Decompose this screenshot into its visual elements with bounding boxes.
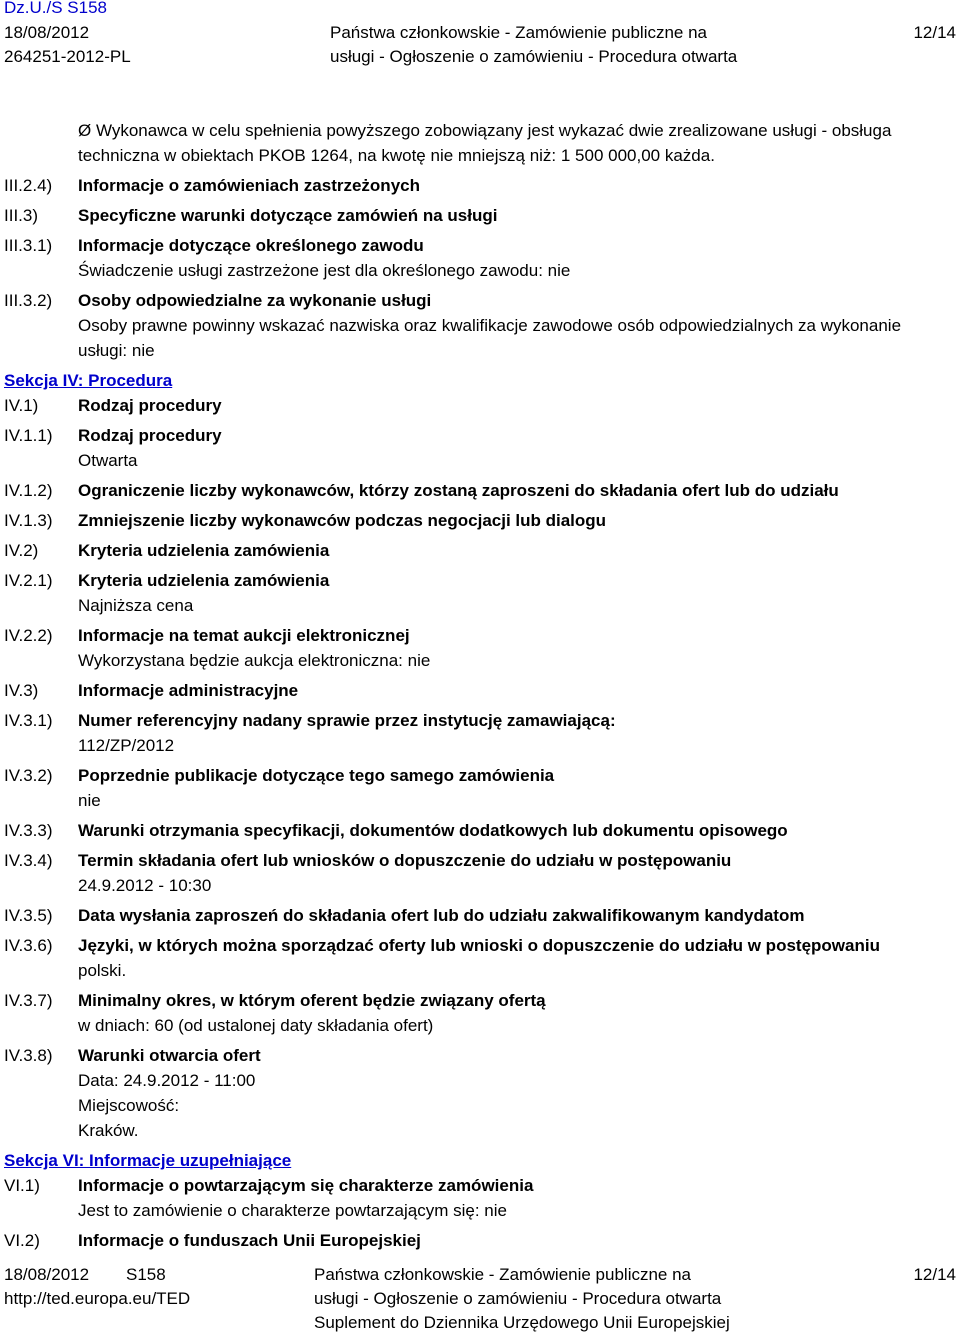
opening-place: Kraków. xyxy=(78,1121,139,1140)
entry-title: Minimalny okres, w którym oferent będzie związany ofertą xyxy=(78,991,546,1010)
header-page: 12/14 xyxy=(913,23,956,42)
entry-title: Specyficzne warunki dotyczące zamówień na usługi xyxy=(78,206,498,225)
entry-IV-1-1 xyxy=(0,423,960,473)
entry-III-3-2 xyxy=(0,288,960,363)
entry-number: IV.2) xyxy=(4,541,39,560)
entry-IV-1 xyxy=(0,393,960,418)
entry-IV-3-4 xyxy=(0,848,960,898)
entry-IV-3-1 xyxy=(0,708,960,758)
entry-title: Informacje na temat aukcji elektronicznej xyxy=(78,626,410,645)
entry-VI-1 xyxy=(0,1173,960,1223)
entry-number: VI.2) xyxy=(4,1231,40,1250)
entry-text: polski. xyxy=(78,961,127,980)
entry-VI-2 xyxy=(0,1228,960,1253)
entry-number: VI.1) xyxy=(4,1176,40,1195)
header-title-line2: usługi - Ogłoszenie o zamówieniu - Procedura otwarta xyxy=(330,47,738,66)
entry-number: IV.3.8) xyxy=(4,1046,53,1065)
page-footer xyxy=(0,1262,960,1334)
entry-number: IV.3.4) xyxy=(4,851,53,870)
footer-date: 18/08/2012 xyxy=(4,1265,90,1284)
entry-III-3-1 xyxy=(0,233,960,283)
intro-line1: Ø Wykonawca w celu spełnienia powyższego zobowiązany jest wykazać dwie zrealizowane usługi - obsługa xyxy=(78,121,892,140)
entry-IV-2-2 xyxy=(0,623,960,673)
entry-number: IV.3.6) xyxy=(4,936,53,955)
entry-number: IV.3.1) xyxy=(4,711,53,730)
entry-title: Zmniejszenie liczby wykonawców podczas negocjacji lub dialogu xyxy=(78,511,607,530)
entry-title: Ograniczenie liczby wykonawców, którzy zostaną zaproszeni do składania ofert lub do udziału xyxy=(78,481,839,500)
footer-title-line1: Państwa członkowskie - Zamówienie publiczne na xyxy=(314,1265,692,1284)
opening-place-label: Miejscowość: xyxy=(78,1096,180,1115)
entry-number: IV.3.3) xyxy=(4,821,53,840)
entry-title: Informacje o zamówieniach zastrzeżonych xyxy=(78,176,420,195)
document-body xyxy=(0,118,960,1253)
footer-page: 12/14 xyxy=(913,1265,956,1284)
entry-title: Informacje o powtarzającym się charakterze zamówienia xyxy=(78,1176,534,1195)
entry-IV-2-1 xyxy=(0,568,960,618)
entry-number: IV.3.7) xyxy=(4,991,53,1010)
entry-number: III.3) xyxy=(4,206,39,225)
entry-number: IV.3) xyxy=(4,681,39,700)
entry-III-2-4 xyxy=(0,173,960,198)
footer-url[interactable]: http://ted.europa.eu/TED xyxy=(4,1289,191,1308)
entry-title: Osoby odpowiedzialne za wykonanie usługi xyxy=(78,291,432,310)
entry-text: Świadczenie usługi zastrzeżone jest dla określonego zawodu: nie xyxy=(78,261,571,280)
entry-III-3 xyxy=(0,203,960,228)
entry-title: Informacje o funduszach Unii Europejskiej xyxy=(78,1231,421,1250)
entry-IV-2 xyxy=(0,538,960,563)
entry-IV-1-2 xyxy=(0,478,960,503)
entry-number: IV.3.5) xyxy=(4,906,53,925)
entry-title: Numer referencyjny nadany sprawie przez instytucję zamawiającą: xyxy=(78,711,616,730)
entry-text: 24.9.2012 - 10:30 xyxy=(78,876,212,895)
entry-title: Rodzaj procedury xyxy=(78,396,222,415)
footer-title-line2: usługi - Ogłoszenie o zamówieniu - Procedura otwarta xyxy=(314,1289,722,1308)
entry-IV-3-2 xyxy=(0,763,960,813)
entry-title: Informacje dotyczące określonego zawodu xyxy=(78,236,424,255)
entry-text: Jest to zamówienie o charakterze powtarzającym się: nie xyxy=(78,1201,507,1220)
entry-number: III.3.2) xyxy=(4,291,53,310)
entry-text: 112/ZP/2012 xyxy=(78,736,175,755)
entry-text: w dniach: 60 (od ustalonej daty składania ofert) xyxy=(78,1016,434,1035)
opening-date: Data: 24.9.2012 - 11:00 xyxy=(78,1071,256,1090)
entry-IV-3-5 xyxy=(0,903,960,928)
header-doc-id: 264251-2012-PL xyxy=(4,47,131,66)
entry-IV-3-8 xyxy=(0,1043,960,1143)
entry-title: Języki, w których można sporządzać oferty lub wnioski o dopuszczenie do udziału w postępowaniu xyxy=(78,936,880,955)
entry-number: IV.1.1) xyxy=(4,426,53,445)
entry-text: Osoby prawne powinny wskazać nazwiska oraz kwalifikacje zawodowe osób odpowiedzialnych za wykonanie usługi: nie xyxy=(78,316,902,360)
entry-IV-3-7 xyxy=(0,988,960,1038)
header-ref[interactable]: Dz.U./S S158 xyxy=(4,0,107,17)
entry-title: Warunki otrzymania specyfikacji, dokumentów dodatkowych lub dokumentu opisowego xyxy=(78,821,788,840)
header-title-line1: Państwa członkowskie - Zamówienie publiczne na xyxy=(330,23,708,42)
footer-ref: S158 xyxy=(126,1265,166,1284)
entry-title: Termin składania ofert lub wniosków o dopuszczenie do udziału w postępowaniu xyxy=(78,851,732,870)
entry-number: III.2.4) xyxy=(4,176,53,195)
entry-number: IV.1.3) xyxy=(4,511,53,530)
entry-text: nie xyxy=(78,791,101,810)
entry-number: IV.1.2) xyxy=(4,481,53,500)
entry-text: Otwarta xyxy=(78,451,138,470)
entry-title: Rodzaj procedury xyxy=(78,426,222,445)
page-header xyxy=(0,0,960,70)
entry-title: Poprzednie publikacje dotyczące tego samego zamówienia xyxy=(78,766,555,785)
entry-IV-3 xyxy=(0,678,960,703)
entry-number: IV.1) xyxy=(4,396,39,415)
intro-paragraph xyxy=(0,118,960,168)
intro-line2: techniczna w obiektach PKOB 1264, na kwotę nie mniejszą niż: 1 500 000,00 każda. xyxy=(78,146,715,165)
entry-IV-1-3 xyxy=(0,508,960,533)
entry-number: III.3.1) xyxy=(4,236,53,255)
header-date: 18/08/2012 xyxy=(4,23,90,42)
section-heading-vi[interactable]: Sekcja VI: Informacje uzupełniające xyxy=(4,1151,292,1170)
entry-title: Informacje administracyjne xyxy=(78,681,299,700)
footer-title-line3: Suplement do Dziennika Urzędowego Unii Europejskiej xyxy=(314,1313,730,1332)
entry-text: Wykorzystana będzie aukcja elektroniczna: nie xyxy=(78,651,431,670)
section-heading-iv[interactable]: Sekcja IV: Procedura xyxy=(4,371,173,390)
entry-number: IV.2.2) xyxy=(4,626,53,645)
entry-title: Kryteria udzielenia zamówienia xyxy=(78,541,330,560)
entry-title: Data wysłania zaproszeń do składania ofert lub do udziału zakwalifikowanym kandydatom xyxy=(78,906,805,925)
entry-title: Kryteria udzielenia zamówienia xyxy=(78,571,330,590)
entry-IV-3-3 xyxy=(0,818,960,843)
entry-title: Warunki otwarcia ofert xyxy=(78,1046,261,1065)
entry-text: Najniższa cena xyxy=(78,596,194,615)
entry-number: IV.2.1) xyxy=(4,571,53,590)
entry-IV-3-6 xyxy=(0,933,960,983)
entry-number: IV.3.2) xyxy=(4,766,53,785)
